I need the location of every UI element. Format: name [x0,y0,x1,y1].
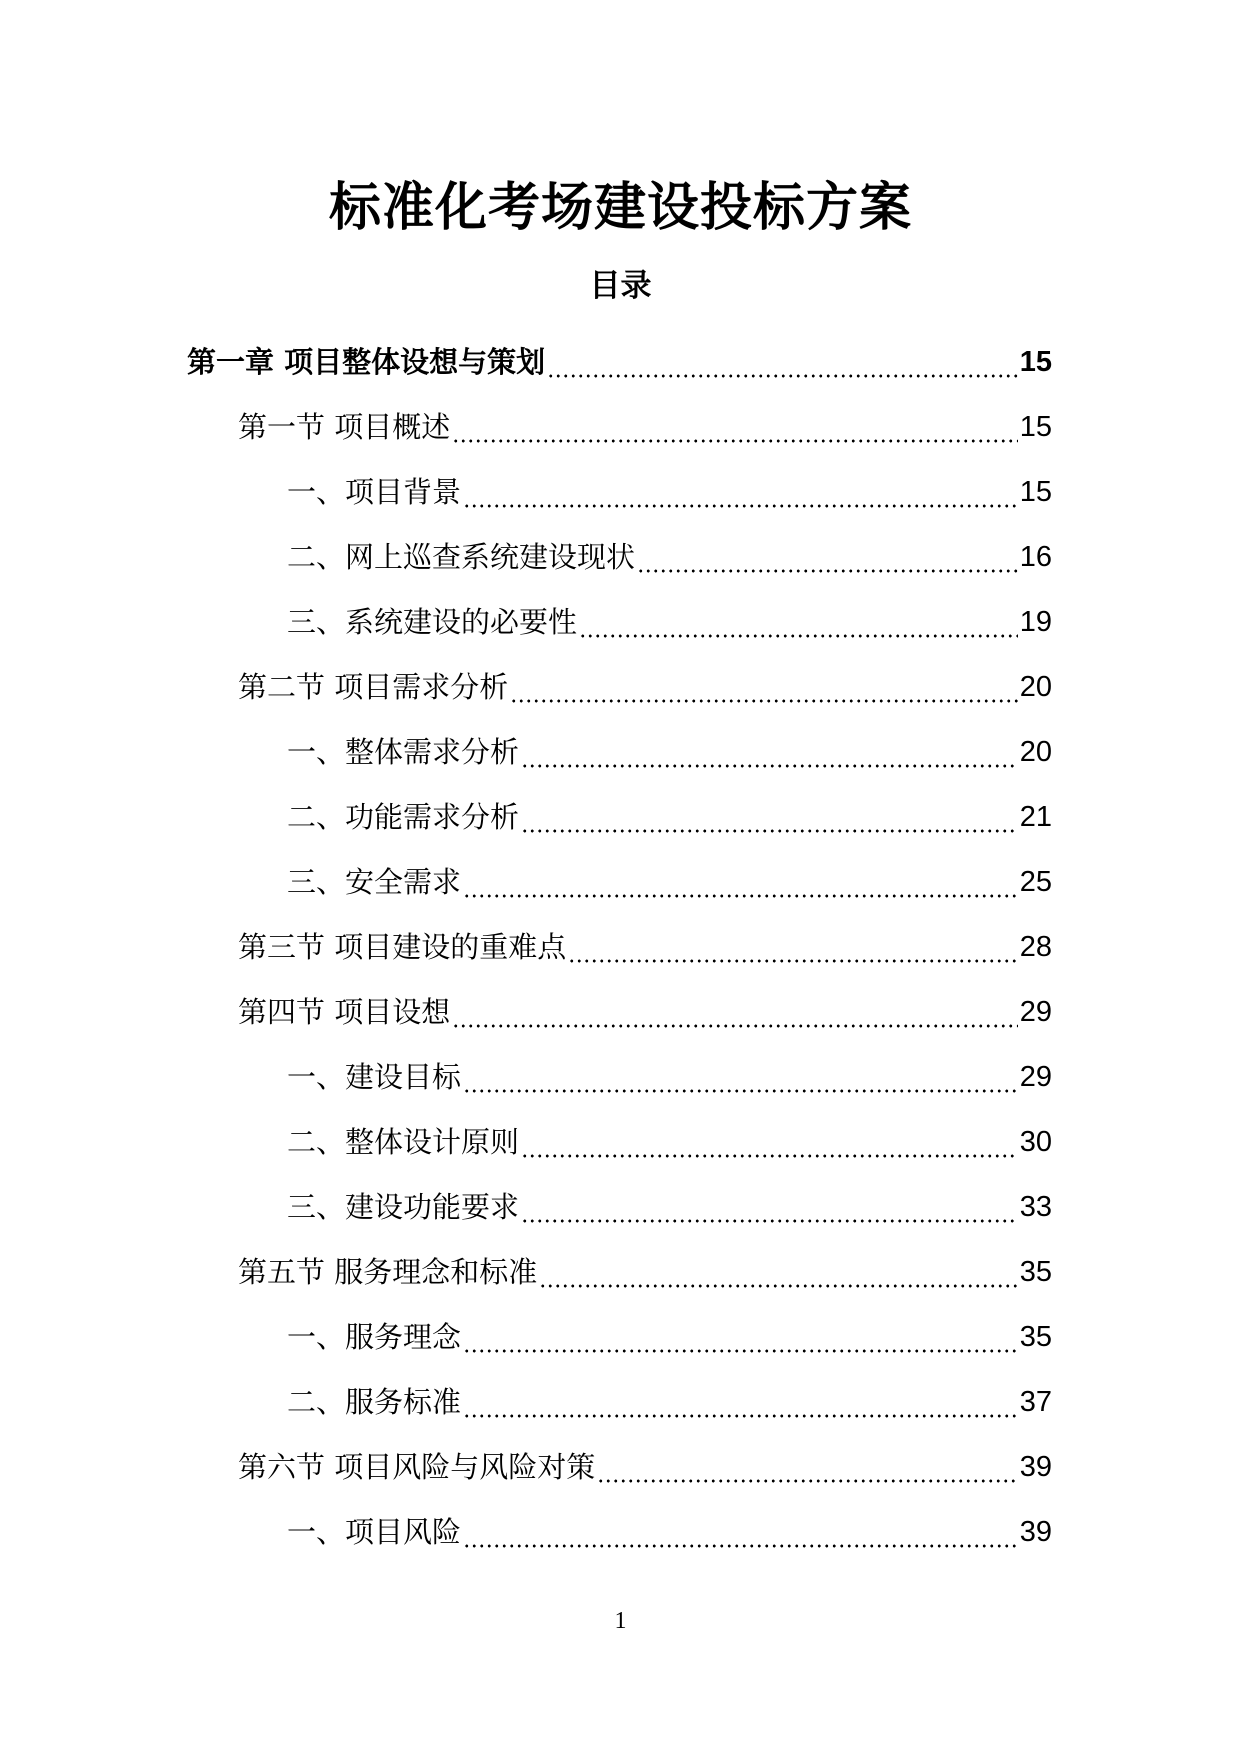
toc-entry-page: 20 [1019,670,1052,703]
toc-entry-subsection[interactable] [187,784,1052,849]
toc-entry-page: 29 [1019,1060,1052,1093]
toc-entry-label: 一、建设目标 [287,1059,462,1094]
table-of-contents [187,329,1052,1564]
toc-entry-page: 28 [1019,930,1052,963]
toc-entry-section-2[interactable] [187,654,1052,719]
toc-entry-label: 第三节 项目建设的重难点 [238,929,567,964]
dot-leader [521,797,1018,837]
toc-entry-subsection[interactable] [187,1304,1052,1369]
toc-entry-subsection[interactable] [187,1174,1052,1239]
toc-entry-subsection[interactable] [187,589,1052,654]
dot-leader [521,1122,1018,1162]
toc-entry-page: 37 [1019,1385,1052,1418]
dot-leader [510,667,1018,707]
toc-entry-subsection[interactable] [187,459,1052,524]
dot-leader [463,472,1018,512]
toc-entry-section-3[interactable] [187,914,1052,979]
dot-leader [463,1057,1018,1097]
toc-entry-section-4[interactable] [187,979,1052,1044]
toc-entry-page: 21 [1019,800,1052,833]
page-number: 1 [614,1608,627,1634]
toc-entry-page: 33 [1019,1190,1052,1223]
toc-entry-label: 一、整体需求分析 [287,734,520,769]
dot-leader [539,1252,1018,1292]
toc-entry-subsection[interactable] [187,719,1052,784]
dot-leader [463,1317,1018,1357]
dot-leader [521,1187,1018,1227]
toc-entry-page: 25 [1019,865,1052,898]
toc-entry-label: 第四节 项目设想 [238,994,451,1029]
dot-leader [597,1447,1018,1487]
toc-entry-label: 第一节 项目概述 [238,409,451,444]
dot-leader [452,992,1018,1032]
toc-entry-label: 第六节 项目风险与风险对策 [238,1449,596,1484]
toc-entry-page: 35 [1019,1320,1052,1353]
toc-entry-label: 二、整体设计原则 [287,1124,520,1159]
dot-leader [452,407,1018,447]
toc-entry-page: 35 [1019,1255,1052,1288]
toc-entry-label: 三、系统建设的必要性 [287,604,578,639]
toc-entry-subsection[interactable] [187,849,1052,914]
toc-entry-page: 30 [1019,1125,1052,1158]
toc-entry-subsection[interactable] [187,1369,1052,1434]
toc-entry-label: 二、功能需求分析 [287,799,520,834]
toc-entry-page: 39 [1019,1515,1052,1548]
toc-entry-label: 第二节 项目需求分析 [238,669,509,704]
toc-entry-page: 16 [1019,540,1052,573]
toc-entry-subsection[interactable] [187,1109,1052,1174]
toc-entry-label: 第五节 服务理念和标准 [238,1254,538,1289]
toc-entry-chapter-1[interactable] [187,329,1052,394]
toc-entry-subsection[interactable] [187,1044,1052,1109]
toc-entry-label: 二、服务标准 [287,1384,462,1419]
dot-leader [463,1382,1018,1422]
dot-leader [637,537,1018,577]
dot-leader [521,732,1018,772]
toc-entry-label: 一、项目风险 [287,1514,462,1549]
dot-leader [568,927,1018,967]
toc-heading: 目录 [589,268,652,304]
toc-entry-page: 15 [1019,345,1052,378]
toc-entry-subsection[interactable] [187,524,1052,589]
toc-entry-page: 20 [1019,735,1052,768]
toc-entry-label: 一、项目背景 [287,474,462,509]
toc-entry-page: 19 [1019,605,1052,638]
toc-entry-page: 29 [1019,995,1052,1028]
dot-leader [463,1512,1018,1552]
toc-entry-section-1[interactable] [187,394,1052,459]
toc-entry-label: 第一章 项目整体设想与策划 [187,344,546,379]
document-title: 标准化考场建设投标方案 [328,178,912,238]
toc-entry-label: 二、网上巡查系统建设现状 [287,539,636,574]
toc-entry-section-5[interactable] [187,1239,1052,1304]
dot-leader [579,602,1018,642]
toc-entry-page: 15 [1019,475,1052,508]
dot-leader [463,862,1018,902]
toc-entry-label: 三、建设功能要求 [287,1189,520,1224]
dot-leader [547,342,1018,382]
toc-entry-section-6[interactable] [187,1434,1052,1499]
toc-entry-label: 一、服务理念 [287,1319,462,1354]
toc-entry-label: 三、安全需求 [287,864,462,899]
toc-entry-page: 39 [1019,1450,1052,1483]
toc-entry-subsection[interactable] [187,1499,1052,1564]
toc-entry-page: 15 [1019,410,1052,443]
